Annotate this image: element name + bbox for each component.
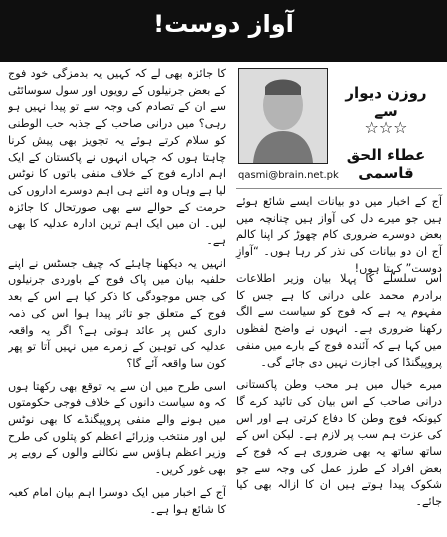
left-paragraph: کا جائزہ بھی لے کہ کہیں یہ بدمزگی خود فوج کے بعض جرنیلوں کے رویوں اور سول سوسائٹی سے ان کے تصادم کی وجہ سے تو پیدا نہیں ہو رہی؟ میں درانی صاحب کے جذبہ حب الوطنی کو سلام کرتے ہوئے یہ تجویز بھی پیش کرنا چاہتا ہوں کہ جہاں انہوں نے پاکستان کے ایک اہم ادارے فوج کے خلاف منفی باتوں کا نوٹس لیا ہے وہاں وہ اتنے ہی اہم دوسرے اداروں کی حرمت کے حوالے سے بھی صورتحال کا جائزہ لیں۔ ان میں ایک اہم ترین ادارہ عدلیہ کا بھی ہے۔ — [8, 67, 226, 248]
right-paragraph: میرے خیال میں ہر محب وطن پاکستانی درانی صاحب کے اس بیان کی تائید کرے گا کیونکہ فوج وطن کا دفاع کرتی ہے اور اس کی عزت ہم سب پر لازم ہے۔ لیکن اس کے ساتھ ساتھ یہ بھی ضروری ہے کہ فوج کے بعض افراد کے طرز عمل کی وجہ سے جو شکوک پیدا ہوتے ہیں ان کا ازالہ بھی کیا جائے۔ — [236, 378, 442, 509]
author-photo — [238, 68, 328, 164]
column-title: آواز دوست! — [153, 10, 294, 38]
author-email: qasmi@brain.net.pk — [238, 170, 339, 181]
author-name: عطاء الحق قاسمی — [346, 146, 426, 182]
title-banner — [0, 0, 447, 62]
rating-stars: ☆☆☆ — [364, 118, 408, 137]
left-paragraph: انہیں یہ دیکھنا چاہئے کہ چیف جسٹس نے اپنے حلفیہ بیان میں پاک فوج کے باوردی جرنیلوں کی جس موجودگی کا ذکر کیا ہے اس کے بعد فوج کے متعلق جو تاثر پیدا ہوا اس کی ذمہ داری کس پر عائد ہوتی ہے؟ اگر یہ واقعہ عدلیہ کی توہین کے زمرے میں نہیں آتا تو پھر کون سا واقعہ آئے گا؟ — [8, 256, 226, 370]
divider — [236, 188, 442, 189]
left-text-column — [8, 66, 226, 534]
author-portrait-icon — [239, 69, 327, 163]
intro-paragraph: آج کے اخبار میں دو بیانات ایسے شائع ہوئے ہیں جو میرے دل کی آواز ہیں چنانچہ میں بعض دوسرے ضروری کام چھوڑ کر اپنا کالم آج ان دو بیانات کی نذر کر رہا ہوں۔ “آوازِ دوست” کہتا ہوں! — [236, 195, 442, 275]
column-name: روزن دیوار سے — [345, 84, 427, 120]
right-text-column — [236, 271, 442, 537]
right-paragraph: اس سلسلے کا پہلا بیان وزیر اطلاعات برادرم محمد علی درانی کا ہے جس کا مفہوم یہ ہے کہ فوج کو سیاست سے الگ رکھنا ضروری ہے۔ انہوں نے واضح لفظوں میں کہا ہے کہ آئندہ فوج کے بارے میں منفی پروپیگنڈا کی اجازت نہیں دی جائے گی۔ — [236, 272, 442, 369]
left-paragraph: اسی طرح میں ان سے یہ توقع بھی رکھتا ہوں کہ وہ سیاست دانوں کے خلاف فوجی حکومتوں میں ہونے والے منفی پروپیگنڈے کا بھی نوٹس لیں اور منتخب وزرائے اعظم کو پتلوں کی طرح وزیر اعظم ہاؤس سے نکالنے والوں کے رویے پر بھی غور کریں۔ — [8, 379, 226, 477]
left-paragraph: آج کے اخبار میں ایک دوسرا اہم بیان امام کعبہ کا شائع ہوا ہے۔ — [8, 485, 226, 516]
